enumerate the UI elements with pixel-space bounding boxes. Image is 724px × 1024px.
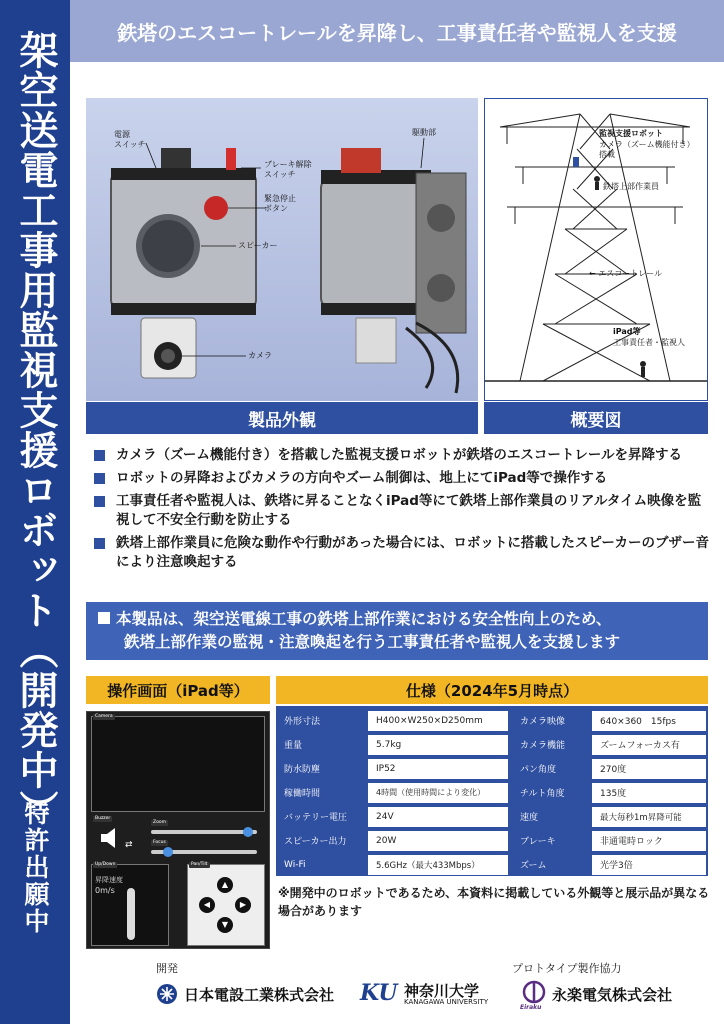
patent-pending: 特許出願中 [21, 800, 50, 935]
spec-row: 防水防塵 IP52 [276, 757, 508, 781]
robot-marker-icon [573, 157, 579, 167]
tag-zoom: Zoom [153, 820, 166, 825]
univ-name-en: KANAGAWA UNIVERSITY [404, 998, 489, 1006]
diag-label-worker: 鉄塔上部作業員 [603, 182, 659, 191]
disclaimer-note: ※開発中のロボットであるため、本資料に掲載している外観等と展示品が異なる場合があります [278, 886, 710, 918]
diagram-caption: 概要図 [484, 402, 708, 434]
summary-band [86, 602, 708, 660]
slider-thumb[interactable] [243, 827, 253, 837]
speaker-icon[interactable] [99, 826, 121, 850]
speed-label: 昇降速度 [95, 876, 123, 884]
updown-slider[interactable] [127, 888, 135, 940]
tag-updown: Up/Down [95, 862, 116, 867]
diag-label-robot: 監視支援ロボット [599, 129, 663, 138]
spec-row: スピーカー出力 20W [276, 829, 508, 853]
product-photo [86, 98, 478, 401]
company-eiraku: 永楽電気株式会社 [552, 986, 673, 1004]
tag-pantilt: Pan/Tilt [191, 862, 208, 867]
spec-row: チルト角度 135度 [512, 781, 706, 805]
developer-label: 開発 [156, 962, 178, 975]
tag-buzzer: Buzzer [95, 816, 111, 821]
feature-item: ロボットの昇降およびカメラの方向やズーム制御は、地上にてiPad等で操作する [94, 469, 714, 488]
prototype-label: プロトタイプ製作協力 [512, 962, 622, 975]
summary-line-2: 鉄塔上部作業の監視・注意喚起を行う工事責任者や監視人を支援します [124, 633, 621, 651]
swap-icon[interactable]: ⇄ [125, 840, 133, 850]
spec-row: 稼働時間 4時間（使用時間により変化） [276, 781, 508, 805]
label-camera: カメラ [248, 351, 272, 360]
spec-row: 重量 5.7kg [276, 733, 508, 757]
ipad-screen-mock [86, 711, 270, 949]
diag-label-ipad-sub: 工事責任者・監視人 [613, 338, 685, 347]
tag-camera: Camera [95, 714, 113, 719]
vertical-title: 架空送電工事用監視支援ロボット（開発中） [13, 30, 58, 830]
zoom-slider[interactable] [151, 830, 257, 834]
tag-focus: Focus [153, 840, 166, 845]
label-emergency-stop: 緊急停止 ボタン [264, 194, 296, 213]
camera-view-panel [91, 716, 265, 812]
photo-caption: 製品外観 [86, 402, 478, 434]
label-brake-switch: ブレーキ解除 スイッチ [264, 160, 312, 179]
ku-logo-icon: KU [360, 980, 398, 1006]
pan-up-button[interactable]: ▲ [217, 877, 233, 893]
pan-left-button[interactable]: ◀ [199, 897, 215, 913]
univ-name: 神奈川大学 [404, 982, 480, 1000]
spec-row: パン角度 270度 [512, 757, 706, 781]
spec-row: 速度 最大毎秒1m昇降可能 [512, 805, 706, 829]
feature-item: 工事責任者や監視人は、鉄塔に昇ることなくiPad等にて鉄塔上部作業員のリアルタイム映像を監視して不安全行動を防止する [94, 492, 714, 530]
speed-value: 0m/s [95, 886, 115, 895]
diag-label-robot-sub: カメラ（ズーム機能付き） 搭載 [599, 140, 695, 159]
focus-slider[interactable] [151, 850, 257, 854]
emergency-stop-icon [204, 196, 228, 220]
label-power-switch: 電源 スイッチ [114, 130, 146, 149]
nde-logo-icon [156, 983, 178, 1005]
label-drive: 駆動部 [412, 128, 436, 137]
overview-diagram [484, 98, 708, 401]
spec-row: 外形寸法 H400×W250×D250mm [276, 709, 508, 733]
operation-header: 操作画面（iPad等） [86, 676, 270, 704]
eiraku-mark: Eiraku [520, 1004, 542, 1011]
spec-row: ズーム 光学3倍 [512, 853, 706, 877]
diag-label-rail: ← エスコートレール [589, 269, 663, 278]
company-nde: 日本電設工業株式会社 [184, 986, 335, 1004]
feature-item: 鉄塔上部作業員に危険な動作や行動があった場合には、ロボットに搭載したスピーカーのブザー音により注意喚起する [94, 534, 714, 572]
top-banner: 鉄塔のエスコートレールを昇降し、工事責任者や監視人を支援 [70, 0, 724, 62]
summary-line-1: 本製品は、架空送電線工事の鉄塔上部作業における安全性向上のため、 [116, 610, 612, 628]
spec-row: Wi-Fi 5.6GHz（最大433Mbps） [276, 853, 508, 877]
spec-header: 仕様（2024年5月時点） [276, 676, 708, 704]
spec-row: カメラ機能 ズームフォーカス有 [512, 733, 706, 757]
slider-thumb[interactable] [163, 847, 173, 857]
pan-down-button[interactable]: ▼ [217, 917, 233, 933]
worker-icon [594, 176, 600, 182]
spec-row: カメラ映像 640×360 15fps [512, 709, 706, 733]
label-speaker: スピーカー [238, 241, 278, 250]
diag-label-ipad: iPad等 [613, 327, 641, 336]
spec-table [276, 706, 708, 876]
side-band [0, 0, 70, 1024]
pan-right-button[interactable]: ▶ [235, 897, 251, 913]
feature-item: カメラ（ズーム機能付き）を搭載した監視支援ロボットが鉄塔のエスコートレールを昇降する [94, 446, 714, 465]
supervisor-icon [640, 361, 646, 367]
feature-list [94, 446, 714, 576]
spec-row: ブレーキ 非通電時ロック [512, 829, 706, 853]
spec-row: バッテリー電圧 24V [276, 805, 508, 829]
